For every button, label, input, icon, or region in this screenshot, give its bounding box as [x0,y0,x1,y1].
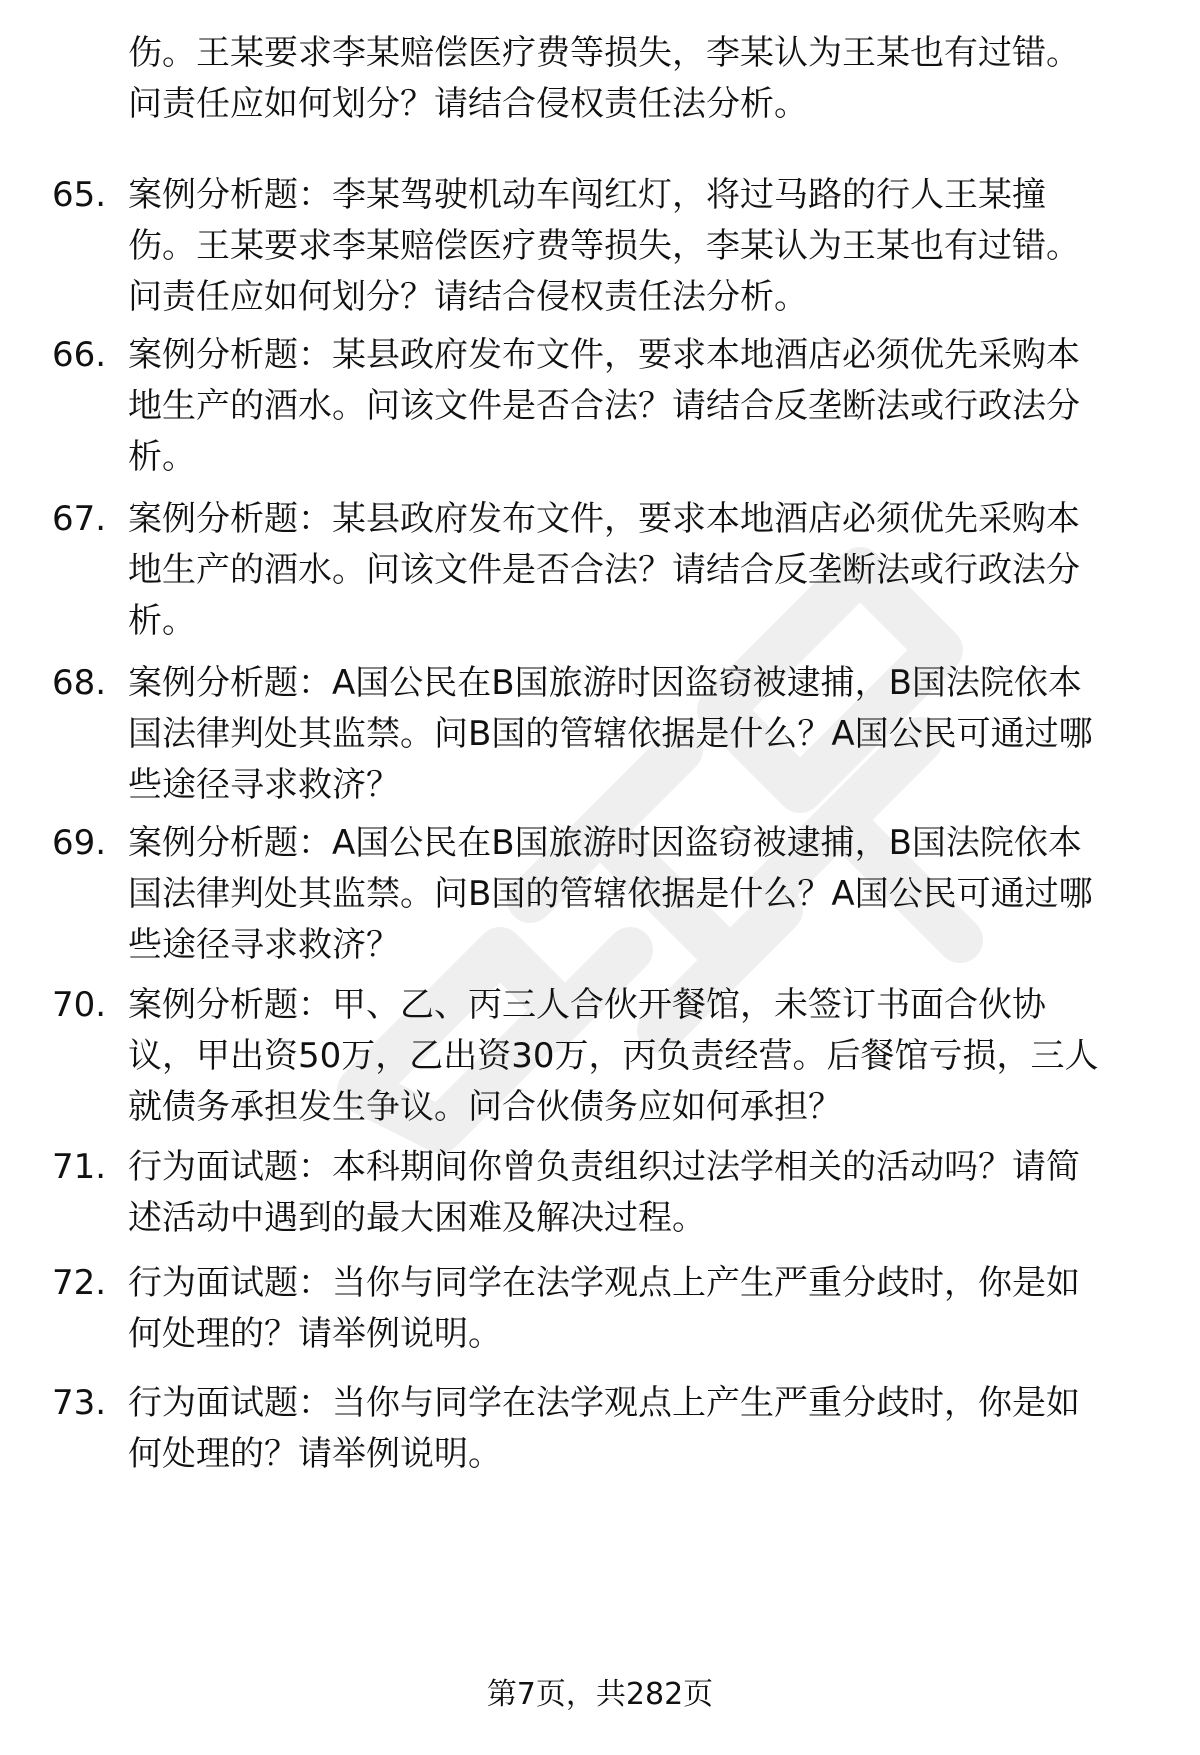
question-text [128,330,1158,483]
text-line: 案例分析题：A国公民在B国旅游时因盗窃被逮捕，B国法院依本 [128,663,1082,703]
text-line: 案例分析题：某县政府发布文件，要求本地酒店必须优先采购本 [128,335,1080,375]
text-line: 行为面试题：当你与同学在法学观点上产生严重分歧时，你是如 [128,1383,1080,1423]
text-line: 些途径寻求救济？ [128,765,400,805]
text-line: 伤。王某要求李某赔偿医疗费等损失，李某认为王某也有过错。 [128,33,1080,73]
question-text [128,1258,1158,1360]
text-line: 行为面试题：本科期间你曾负责组织过法学相关的活动吗？请简 [128,1147,1080,1187]
text-line: 案例分析题：某县政府发布文件，要求本地酒店必须优先采购本 [128,499,1080,539]
text-line: 案例分析题：李某驾驶机动车闯红灯，将过马路的行人王某撞 [128,175,1046,215]
text-line: 议，甲出资50万，乙出资30万，丙负责经营。后餐馆亏损，三人 [128,1036,1099,1076]
text-line: 案例分析题：A国公民在B国旅游时因盗窃被逮捕，B国法院依本 [128,823,1082,863]
text-line: 地生产的酒水。问该文件是否合法？请结合反垄断法或行政法分 [128,550,1080,590]
text-line: 行为面试题：当你与同学在法学观点上产生严重分歧时，你是如 [128,1263,1080,1303]
continuation-text [128,28,1148,130]
text-line: 就债务承担发生争议。问合伙债务应如何承担？ [128,1087,842,1127]
text-line: 伤。王某要求李某赔偿医疗费等损失，李某认为王某也有过错。 [128,226,1080,266]
text-line: 国法律判处其监禁。问B国的管辖依据是什么？A国公民可通过哪 [128,874,1093,914]
question-text [128,494,1158,647]
question-number: 68. [52,663,107,703]
text-line: 析。 [128,437,196,477]
question-number: 70. [52,985,107,1025]
text-line: 何处理的？请举例说明。 [128,1434,502,1474]
text-line: 析。 [128,601,196,641]
question-text [128,818,1158,971]
question-text [128,658,1158,811]
question-number: 71. [52,1147,107,1187]
question-text [128,170,1158,323]
question-text [128,980,1158,1133]
text-line: 地生产的酒水。问该文件是否合法？请结合反垄断法或行政法分 [128,386,1080,426]
question-number: 72. [52,1263,107,1303]
question-text [128,1378,1158,1480]
question-number: 69. [52,823,107,863]
text-line: 述活动中遇到的最大困难及解决过程。 [128,1198,706,1238]
text-line: 问责任应如何划分？请结合侵权责任法分析。 [128,277,808,317]
question-number: 65. [52,175,107,215]
text-line: 何处理的？请举例说明。 [128,1314,502,1354]
question-text [128,1142,1158,1244]
text-line: 案例分析题：甲、乙、丙三人合伙开餐馆，未签订书面合伙协 [128,985,1046,1025]
question-number: 66. [52,335,107,375]
text-line: 问责任应如何划分？请结合侵权责任法分析。 [128,84,808,124]
text-line: 些途径寻求救济？ [128,925,400,965]
text-line: 国法律判处其监禁。问B国的管辖依据是什么？A国公民可通过哪 [128,714,1093,754]
question-number: 67. [52,499,107,539]
question-number: 73. [52,1383,107,1423]
page-footer: 第7页，共282页 [486,1677,714,1712]
